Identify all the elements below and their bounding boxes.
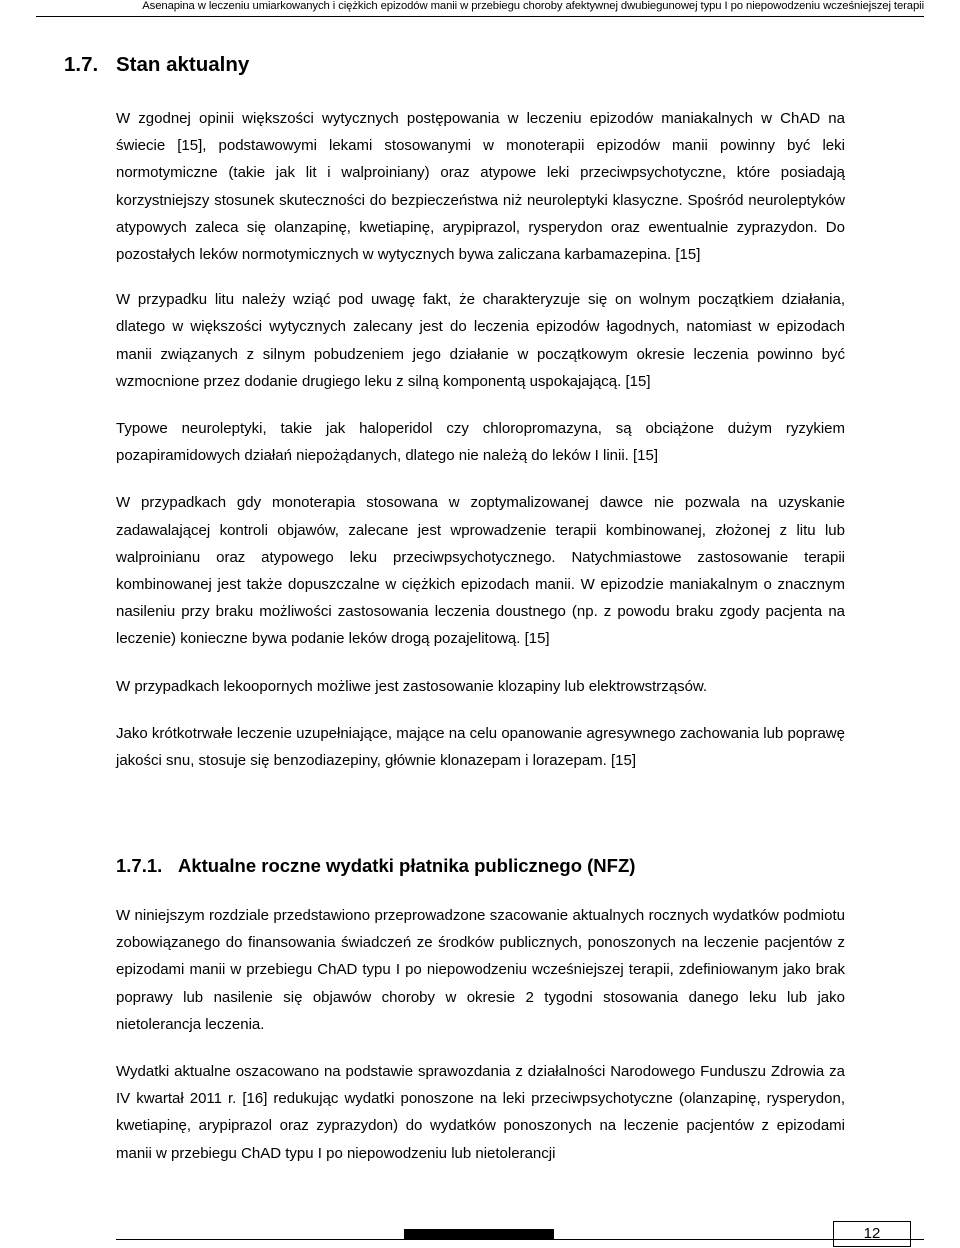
section-title: Stan aktualny xyxy=(116,53,250,76)
paragraph: W przypadkach gdy monoterapia stosowana w zoptymalizowanej dawce nie pozwala na uzyskanie zadawalającej kontroli objawów, zalecane jest wprowadzenie terapii kombinowanej, złożonej z litu lub walproinianu oraz atypowego leku przeciwpsychotycznego. Natychmiastowe zastosowanie terapii kombinowanej jest także dopuszczalne w ciężkich epizodach manii. W epizodzie maniakalnym o znacznym nasileniu przy braku możliwości zastosowania leczenia doustnego (np. z powodu braku zgody pacjenta na leczenie) konieczne bywa podanie leków drogą pozajelitową. [15] xyxy=(116,494,845,648)
footer-bar xyxy=(404,1229,554,1239)
section-body xyxy=(116,105,845,774)
paragraph: Typowe neuroleptyki, takie jak haloperidol czy chloropromazyna, są obciążone dużym ryzykiem pozapiramidowych działań niepożądanych, dlatego nie należą do leków I linii. [15] xyxy=(116,420,845,465)
paragraph: W przypadku litu należy wziąć pod uwagę fakt, że charakteryzuje się on wolnym początkiem działania, dlatego w większości wytycznych zalecany jest do leczenia epizodów łagodnych, natomiast w epizodach manii związanych z silnym pobudzeniem jego działanie w początkowym okresie leczenia powinno być wzmocnione przez dodanie drugiego leku z silną komponentą uspokajającą. [15] xyxy=(116,291,845,390)
paragraph: W zgodnej opinii większości wytycznych postępowania w leczeniu epizodów maniakalnych w ChAD na świecie [15], podstawowymi lekami stosowanymi w monoterapii epizodów manii powinny być leki normotymiczne (takie jak lit i walproiniany) oraz atypowe leki przeciwpsychotyczne, które posiadają korzystniejszy stosunek skuteczności do bezpieczeństwa niż neuroleptyki klasyczne. Spośród neuroleptyków atypowych zaleca się olanzapinę, kwetiapinę, arypiprazol, rysperydon oraz ewentualnie zyprazydon. Do pozostałych leków normotymicznych w wytycznych bywa zaliczana karbamazepina. [15] xyxy=(116,110,845,264)
paragraph: W niniejszym rozdziale przedstawiono przeprowadzone szacowanie aktualnych rocznych wydatków podmiotu zobowiązanego do finansowania świadczeń ze środków publicznych, ponoszonych na leczenie pacjentów z epizodami manii w przebiegu ChAD typu I po niepowodzeniu wcześniejszej terapii, zdefiniowanym jako brak poprawy lub nasilenie się objawów choroby w okresie 2 tygodni stosowania danego leku lub jako nietolerancja leczenia. xyxy=(116,907,845,1033)
section-heading xyxy=(64,53,249,77)
subsection-number: 1.7.1. xyxy=(116,855,163,876)
paragraph: W przypadkach lekoopornych możliwe jest zastosowanie klozapiny lub elektrowstrząsów. xyxy=(116,677,708,695)
footer-rule xyxy=(116,1239,924,1240)
section-number: 1.7. xyxy=(64,53,99,76)
running-header: Asenapina w leczeniu umiarkowanych i ciężkich epizodów manii w przebiegu choroby afektywnej dwubiegunowej typu I po niepowodzeniu wcześniejszej terapii xyxy=(36,0,924,17)
paragraph: Wydatki aktualne oszacowano na podstawie sprawozdania z działalności Narodowego Funduszu Zdrowia za IV kwartał 2011 r. [16] redukując wydatki ponoszone na leki przeciwpsychotyczne (olanzapinę, rysperydon, kwetiapinę, arypiprazol oraz zyprazydon) do wydatków ponoszonych na leczenie pacjentów z epizodami manii w przebiegu ChAD typu I po niepowodzeniu lub nietolerancji xyxy=(116,1063,845,1162)
paragraph: Jako krótkotrwałe leczenie uzupełniające, mające na celu opanowanie agresywnego zachowania lub poprawę jakości snu, stosuje się benzodiazepiny, głównie klonazepam i lorazepam. [15] xyxy=(116,724,845,770)
subsection-body xyxy=(116,902,845,1167)
page-number: 12 xyxy=(833,1221,911,1247)
subsection-heading xyxy=(116,855,635,877)
subsection-title: Aktualne roczne wydatki płatnika publicznego (NFZ) xyxy=(178,855,636,876)
